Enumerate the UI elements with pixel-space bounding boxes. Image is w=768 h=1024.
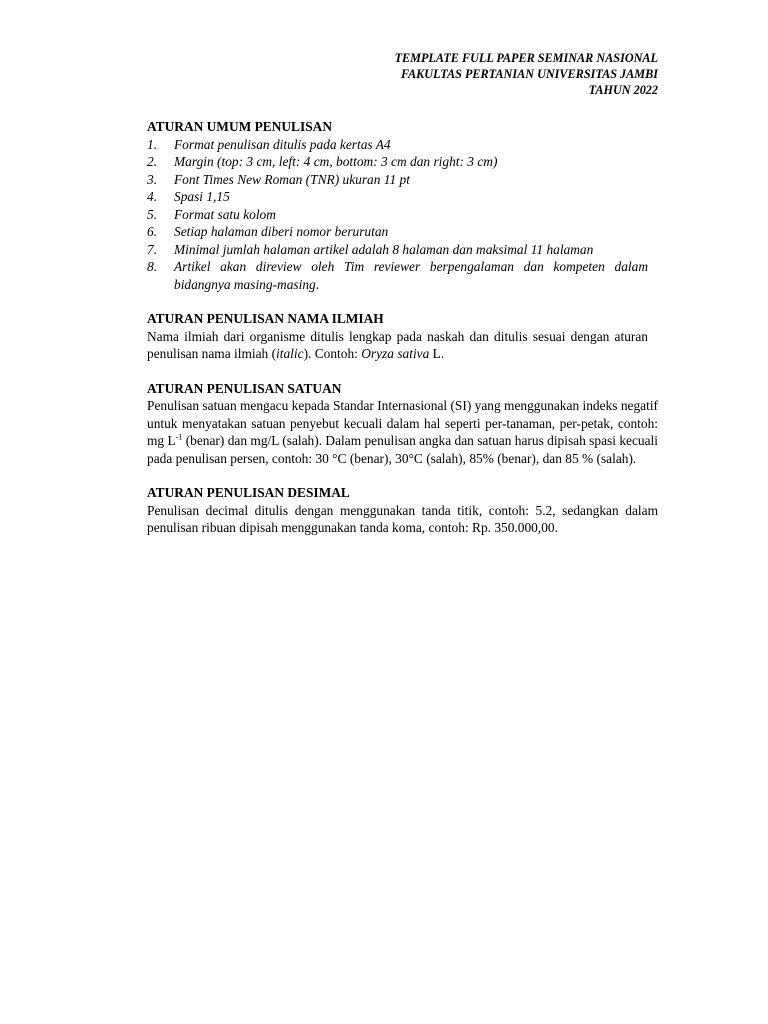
document-header — [147, 50, 658, 98]
list-item-number: 2. — [147, 154, 158, 169]
paragraph-text: ). Contoh: — [303, 346, 362, 361]
document-page — [147, 50, 658, 537]
list-item — [147, 188, 658, 206]
list-item — [147, 153, 658, 171]
list-item-number: 5. — [147, 206, 158, 222]
list-item-period: . — [315, 276, 320, 292]
list-item-text: Margin (top: 3 cm, left: 4 cm, bottom: 3 cm dan right: 3 cm) — [174, 154, 498, 169]
superscript: -1 — [175, 432, 183, 442]
list-item-text: Minimal jumlah halaman artikel adalah 8 halaman dan maksimal 11 halaman — [174, 241, 594, 257]
list-item-number: 8. — [147, 259, 158, 274]
list-item-number: 4. — [147, 189, 158, 204]
general-rules-list — [147, 136, 658, 294]
section-general-rules — [147, 118, 658, 293]
list-item — [147, 171, 658, 189]
section-title-scientific-name: ATURAN PENULISAN NAMA ILMIAH — [147, 311, 384, 326]
list-item-number: 3. — [147, 171, 158, 187]
paragraph-decimal: Penulisan decimal ditulis dengan menggunakan tanda titik, contoh: 5.2, sedangkan dalam penulisan ribuan dipisah menggunakan tanda koma, contoh: Rp. 350.000,00. — [147, 502, 658, 535]
list-item-text: Spasi 1,15 — [174, 189, 230, 204]
list-item-number: 7. — [147, 241, 158, 257]
list-item-text: Format satu kolom — [174, 206, 276, 222]
section-decimal — [147, 484, 658, 537]
list-item-text: Setiap halaman diberi nomor berurutan — [174, 224, 389, 239]
list-item — [147, 223, 658, 241]
list-item-text: Format penulisan ditulis pada kertas A4 — [174, 136, 391, 152]
list-item-text: Artikel akan direview oleh Tim reviewer berpengalaman dan kompeten dalam bidangnya masing-masing — [174, 259, 648, 292]
list-item — [147, 241, 658, 259]
paragraph-text: Penulisan satuan mengacu kepada Standar Internasional (SI) yang menggunakan indeks negatif untuk menyatakan satuan penyebut kecuali dalam hal seperti per-tanaman, per-petak, contoh: mg L — [147, 398, 658, 448]
scientific-name-example: Oryza sativa — [361, 346, 430, 361]
section-title-units: ATURAN PENULISAN SATUAN — [147, 380, 342, 396]
header-line-2: FAKULTAS PERTANIAN UNIVERSITAS JAMBI — [400, 67, 658, 81]
list-item — [147, 258, 658, 293]
list-item-number: 6. — [147, 224, 158, 239]
list-item-number: 1. — [147, 136, 158, 152]
paragraph-units — [147, 397, 658, 467]
header-line-3: TAHUN 2022 — [588, 83, 658, 97]
list-item-text: Font Times New Roman (TNR) ukuran 11 pt — [174, 171, 410, 187]
italic-term: italic — [276, 346, 304, 361]
list-item — [147, 206, 658, 224]
section-units — [147, 380, 658, 468]
section-scientific-name — [147, 310, 658, 363]
section-title-general-rules: ATURAN UMUM PENULISAN — [147, 119, 332, 134]
paragraph-text: Nama ilmiah dari organisme ditulis lengkap pada naskah dan ditulis sesuai dengan aturan penulisan nama ilmiah ( — [147, 328, 648, 361]
section-title-decimal: ATURAN PENULISAN DESIMAL — [147, 485, 350, 500]
paragraph-text: (benar) dan mg/L (salah). Dalam penulisan angka dan satuan harus dipisah spasi kecuali pada penulisan persen, contoh: 30 °C (benar), 30°C (salah), 85% (benar), dan 85 % (salah). — [147, 433, 658, 466]
paragraph-scientific-name — [147, 328, 658, 363]
header-line-1: TEMPLATE FULL PAPER SEMINAR NASIONAL — [394, 51, 658, 65]
paragraph-text: L. — [429, 346, 445, 361]
list-item — [147, 136, 658, 154]
